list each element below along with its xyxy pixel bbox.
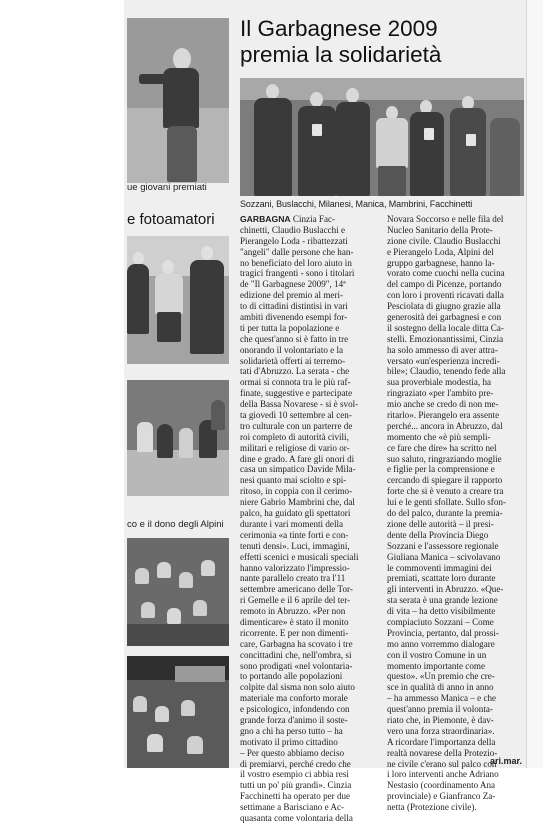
article-line: mio anche se credo di non me- <box>387 399 499 410</box>
article-line: nante parallelo creato tra l'11 <box>240 573 346 584</box>
article-line: momento che «è più sempli- <box>387 431 491 442</box>
article-line: onorando il volontariato e la <box>240 344 344 355</box>
photo-left-3 <box>127 380 229 496</box>
article-line: Nestasio (coordinamento Ana <box>387 780 496 791</box>
article-line: ritoso, in coppia con il cerimo- <box>240 486 353 497</box>
article-line: premiati, scattate loro durante <box>387 573 496 584</box>
article-line: motivato il primo cittadino <box>240 736 338 747</box>
article-line: sta serata è una grande lezione <box>387 595 498 606</box>
article-line: ta giovedì 10 settembre al cen- <box>240 410 352 421</box>
article-line: sce in qualità di anno in anno <box>387 682 494 693</box>
article-line: realtà novarese della Protezio- <box>387 747 498 758</box>
article-line: settembre americano delle Tor- <box>240 584 353 595</box>
article-line: vorato come cuochi nella cucina <box>387 268 505 279</box>
article-line: chinetti, Claudio Buslacchi e <box>240 224 346 235</box>
article-line: care, Garbagna ha scovato i tre <box>240 638 353 649</box>
article-line: – Per questo abbiamo deciso <box>240 747 345 758</box>
article-line: questo». «Un premio che cre- <box>387 671 495 682</box>
article-line: Provincia, pertanto, dal prossi- <box>387 627 499 638</box>
article-line: con il vostro Comune in un <box>387 649 487 660</box>
article-line: ne civile c'erano sul palco con <box>387 758 497 769</box>
article-line: to di cittadini distintisi in vari <box>240 301 348 312</box>
article-line: grande forza d'animo il soste- <box>240 714 348 725</box>
photo-top-left <box>127 18 229 183</box>
article-line: sono prodigati «nel volontaria- <box>240 660 353 671</box>
dateline: GARBAGNA <box>240 214 291 224</box>
article-line: tati d'Abruzzo. La serata - che <box>240 366 350 377</box>
article-line: ricorrente. E per non dimenti- <box>240 627 349 638</box>
article-line: niere Gabrio Mambrini che, dal <box>240 497 355 508</box>
photo-left-2 <box>127 236 229 364</box>
article-line: Pesciolata di giugno grazie alla <box>387 301 501 312</box>
article-line: "angeli" dalle persone che han- <box>240 246 354 257</box>
article-line: vero una forza straordinaria». <box>387 725 495 736</box>
article-line: A ricordare l'importanza della <box>387 736 496 747</box>
article-line: settimane a Barisciano e Ac- <box>240 802 345 813</box>
article-line: ce fare che dire» ha scritto nel <box>387 442 497 453</box>
article-line: gno a chi ha perso tutto – ha <box>240 725 343 736</box>
article-line: netta (Protezione civile). <box>387 802 477 813</box>
article-line: tutti un po' più grandi». Cinzia <box>240 780 352 791</box>
article-line: tragici frangenti - sono i titolari <box>240 268 355 279</box>
article-line: gruppo garbagnese, hanno la- <box>387 257 495 268</box>
article-column-2 <box>387 214 524 813</box>
headline-line-2: premia la solidarietà <box>240 42 442 67</box>
article-line: to portando alle popolazioni <box>240 671 343 682</box>
article-line: materiale ma conforto morale <box>240 693 348 704</box>
article-line: no beneficiato del loro aiuto in <box>240 257 352 268</box>
article-line: nesi quanto mai sciolto e spi- <box>240 475 347 486</box>
article-line: di premiarvi, perché credo che <box>240 758 351 769</box>
article-line: quasanta come volontaria della <box>240 812 353 823</box>
article-line: finate, suggestive e partecipate <box>240 388 353 399</box>
article-line: roi completo di autorità civili, <box>240 431 349 442</box>
page-edge <box>526 0 543 768</box>
photo-left-5 <box>127 656 229 768</box>
article-line: i loro interventi anche Adriano <box>387 769 499 780</box>
article-line: cercando di spiegare il rapporto <box>387 475 503 486</box>
article-line: Nucleo Sanitario della Prote- <box>387 224 493 235</box>
article-line: cerimonia «a tinte forti e con- <box>240 529 349 540</box>
article-line: ri Gemelle e il 6 aprile del ter- <box>240 595 351 606</box>
headline <box>240 16 522 68</box>
article-line: provinciale) e Gianfranco Za- <box>387 791 496 802</box>
article-line: remoto in Abruzzo. «Per non <box>240 606 346 617</box>
article-line: tenuti densi». Luci, immagini, <box>240 540 350 551</box>
article-line: edizione del premio al meri- <box>240 290 344 301</box>
article-line: compiaciuto Sozzani – Come <box>387 616 494 627</box>
article-line: dine e grado. A fare gli onori di <box>240 453 355 464</box>
article-line: zione civile. Claudio Buslacchi <box>387 235 501 246</box>
article-line: Cinzia Fac- <box>292 214 336 224</box>
article-line: Facchinetti ha operato per due <box>240 791 351 802</box>
article-line: ormai si connota tra le più raf- <box>240 377 351 388</box>
article-first-line <box>240 214 378 225</box>
caption-main: Sozzani, Buslacchi, Milanesi, Manica, Mambrini, Facchinetti <box>240 199 473 209</box>
article-line: il sostegno della locale ditta Ca- <box>387 322 504 333</box>
signature: ari.mar. <box>490 756 523 766</box>
article-line: militari e religiose di vario or- <box>240 442 350 453</box>
article-column-1 <box>240 214 378 824</box>
article-line: do del palco, durante la premia- <box>387 508 503 519</box>
article-line: che quest'anno si è fatto in tre <box>240 333 349 344</box>
article-line: quest'anno premia il volonta- <box>387 704 493 715</box>
article-line: del campo di Picenze, portando <box>387 279 502 290</box>
article-line: dente della Provincia Diego <box>387 529 489 540</box>
article-line: de "Il Garbagnese 2009", 14ª <box>240 279 346 290</box>
article-line: ti per tutta la popolazione e <box>240 322 340 333</box>
article-line: perché... ancora in Abruzzo, dal <box>387 420 503 431</box>
article-line: il vostro esempio ci abbia resi <box>240 769 349 780</box>
article-line: di vita – ha detto visibilmente <box>387 606 496 617</box>
article-line: generosità dei garbagnesi e con <box>387 312 502 323</box>
article-line: Pierangelo Loda - ribattezzati <box>240 235 348 246</box>
article-line: mo anno vorremmo dialogare <box>387 638 495 649</box>
article-line: ritarlo». Pierangelo era assente <box>387 410 500 421</box>
article-line: versato «un'esperienza incredi- <box>387 355 500 366</box>
headline-line-1: Il Garbagnese 2009 <box>240 16 438 41</box>
article-line: colpite dal sisma non solo aiuto <box>240 682 355 693</box>
article-line: le commoventi immagini dei <box>387 562 492 573</box>
section-heading-left: e fotoamatori <box>127 211 215 228</box>
article-line: tro culturale con un parterre de <box>240 420 353 431</box>
article-line: zione delle autorità – il presi- <box>387 518 494 529</box>
article-line: lui e le genti sfollate. Sullo sfon- <box>387 497 506 508</box>
article-line: Sozzani e l'assessore regionale <box>387 540 499 551</box>
article-line: dimenticare» è stato il monito <box>240 616 349 627</box>
article-line: Novara Soccorso e nelle fila del <box>387 214 504 224</box>
article-line: ambiti divenendo esempi for- <box>240 312 348 323</box>
article-line: bile»; Claudio, tenendo fede alla <box>387 366 506 377</box>
article-line: della Bassa Novarese - si è svol- <box>240 399 359 410</box>
article-line: Giuliana Manica – scivolavano <box>387 551 501 562</box>
article-line: ringraziato «per l'ambito pre- <box>387 388 494 399</box>
article-line: durante i vari momenti della <box>240 518 344 529</box>
article-line: – ha ammesso Manica – e che <box>387 693 497 704</box>
article-line: effetti scenici e musicali speciali <box>240 551 359 562</box>
article-line: solidarietà offerti ai terremo- <box>240 355 346 366</box>
photo-main <box>240 78 524 196</box>
article-line: suo saluto, ringraziando moglie <box>387 453 502 464</box>
photo-left-4 <box>127 538 229 646</box>
article-line: sua proverbiale modestia, ha <box>387 377 492 388</box>
article-line: e psicologico, infondendo con <box>240 704 350 715</box>
article-line: e figlie per la comprensione e <box>387 464 495 475</box>
article-line: gli interventi in Abruzzo. «Que- <box>387 584 504 595</box>
article-line: forte che si è venuto a creare tra <box>387 486 504 497</box>
article-line: concittadini che, nell'ombra, si <box>240 649 352 660</box>
article-line: riato che, in Piemonte, è dav- <box>387 714 494 725</box>
article-line: con loro i proventi ricavati dalla <box>387 290 504 301</box>
article-line: momento importante come <box>387 660 485 671</box>
caption-left-3: co e il dono degli Alpini <box>127 519 224 530</box>
article-line: casa un simpatico Davide Mila- <box>240 464 356 475</box>
caption-top-left: ue giovani premiati <box>127 182 207 193</box>
article-line: palco, ha guidato gli spettatori <box>240 508 351 519</box>
article-line: stelli. Emozionantissimi, Cinzia <box>387 333 504 344</box>
article-line: e Pierangelo Loda, Alpini del <box>387 246 494 257</box>
article-line: ha solo ammesso di aver attra- <box>387 344 498 355</box>
article-line: hanno valorizzato l'impressio- <box>240 562 350 573</box>
